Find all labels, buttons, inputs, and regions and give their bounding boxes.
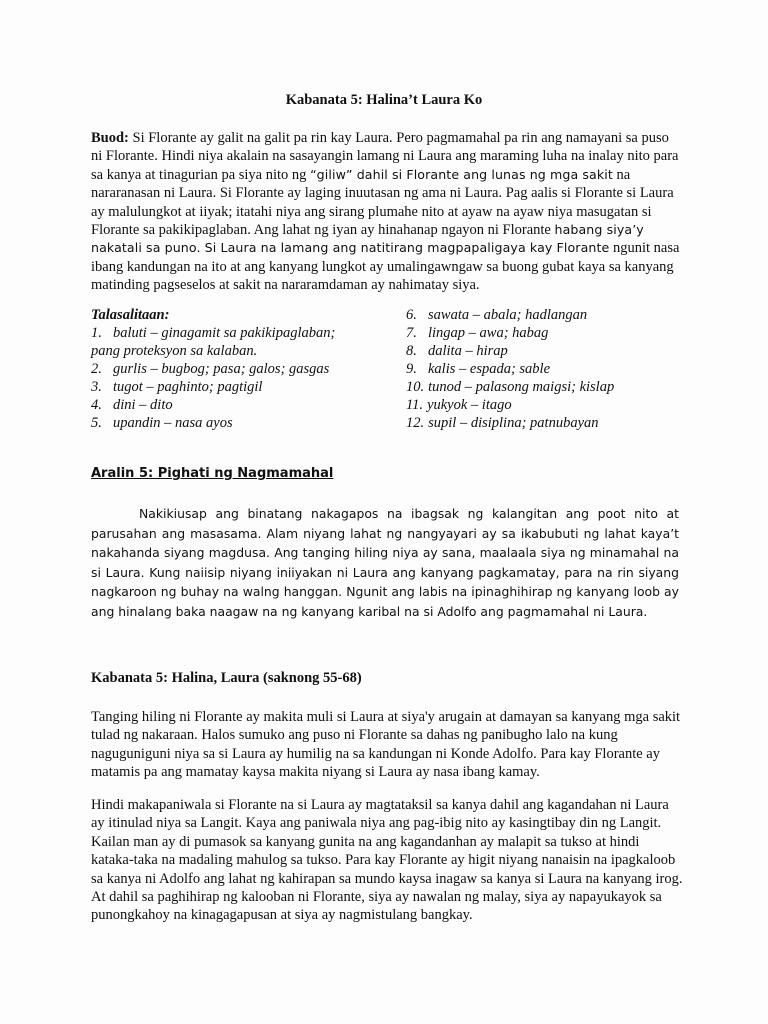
vocab-text: dalita – hirap [428,343,508,359]
talasalitaan-heading: Talasalitaan: [91,307,170,323]
buod-text-1: Si Florante ay galit na galit pa rin kay Laura. Pero pagmamahal pa rin ang namayani sa puso ni Florante. Hindi niya akalain na sasayangin lamang ni Laura ang maraming luha na inalay nito para sa kanya at tinagurian pa siya nito ng [91,130,679,183]
saknong-paragraph-2: Hindi makapaniwala si Florante na si Laura ay magtataksil sa kanya dahil ang kagandahan ni Laura ay itinulad niya sa Langit. Kaya ang paniwala niya ang pag-ibig nito ay kasingtibay din ng Langit. Kailan man ay di pumasok sa kanyang gunita na ang kagandanhan ay malapit sa tukso at hindi kataka-taka na madaling mahulog sa tukso. Para kay Florante ay higit niyang nanaisin na ipagkaloob sa kanya ni Adolfo ang lahat ng kahirapan sa mundo kaysa inagaw sa kanya si Laura na kanyang irog. At dahil sa paghihirap ng kalooban ni Florante, siya ay nawalan ng malay, siya ay napayukayok sa punongkahoy na kinagagapusan at siya ay nagmistulang bangkay. [91,797,683,924]
saknong-paragraph-1: Tanging hiling ni Florante ay makita muli si Laura at siya'y arugain at damayan sa kanyang mga sakit tulad ng nakaraan. Halos sumuko ang puso ni Florante sa dahas ng panibugho lalo na kung naguguniguni niya sa si Laura ay humilig na sa kandungan ni Konde Adolfo. Para kay Florante ay matamis pa ang mamatay kaysa makita niyang si Laura ay nasa ibang kamay. [91,709,681,781]
vocab-item [91,324,391,360]
vocab-text: lingap – awa; habag [428,325,549,341]
vocab-number: 3. [91,379,102,395]
vocab-column-left [91,306,391,432]
vocab-text: kalis – espada; sable [428,361,551,377]
vocab-item [406,396,691,414]
vocab-text: sawata – abala; hadlangan [428,307,588,323]
vocab-number: 8. [406,343,417,359]
buod-text-3: na nararanasan ni Laura. Si Florante ay laging inuutasan ng ama ni Laura. Pag aalis si Florante si Laura ay malulungkot at iiyak; itatahi niya ang sirang plumahe nito at ayaw na ayaw niya masugatan si Florante sa pakikipaglaban. Ang lahat ng iyan ay hinahanap ngayon ni Florante [91,166,674,239]
vocab-number: 1. [91,325,102,341]
vocab-item [406,342,691,360]
vocab-number: 12. [406,415,425,431]
vocab-item [91,396,391,414]
vocab-text: supil – disiplina; patnubayan [428,415,599,431]
vocab-item [406,414,691,432]
vocab-item [406,360,691,378]
vocab-item [406,324,691,342]
vocab-column-right [406,306,691,432]
vocab-text: upandin – nasa ayos [113,415,233,431]
vocab-number: 7. [406,325,417,341]
vocab-text: gurlis – bugbog; pasa; galos; gasgas [113,361,330,377]
vocab-text: dini – dito [113,397,173,413]
vocab-number: 2. [91,361,102,377]
vocab-text: tunod – palasong maigsi; kislap [428,379,615,395]
vocab-item [406,378,691,396]
vocab-item [91,360,391,378]
vocab-text: yukyok – itago [427,397,512,413]
vocab-number: 9. [406,361,417,377]
vocab-number: 5. [91,415,102,431]
buod-text-4: habang siya’y nakatali sa puno. Si Laura na lamang ang natitirang magpapaligaya kay Florante [91,222,644,256]
vocab-number: 10. [406,379,425,395]
vocab-number: 4. [91,397,102,413]
aralin-paragraph: Nakikiusap ang binatang nakagapos na ibagsak ng kalangitan ang poot nito at parusahan ang masasama. Alam niyang lahat ng nangyayari ay sa ikabubuti ng lahat kaya’t nakahanda siyang magdusa. Ang tanging hiling niya ay sana, maalaala siya ng minamahal na si Laura. Kung naiisip niyang iniiyakan ni Laura ang kanyang pagkamatay, para na rin siyang nagkaroon ng buhay na walng hanggan. Ngunit ang labis na ipinaghihirap ng kanyang loob ay ang hinalang baka naagaw na ng kanyang karibal na si Adolfo ang pagmamahal ni Laura. [91,506,679,619]
vocab-text: tugot – paghinto; pagtigil [113,379,263,395]
document-title: Kabanata 5: Halina’t Laura Ko [285,92,483,108]
buod-text-2: “giliw” dahil si Florante ang lunas ng mga sakit [310,166,613,182]
buod-text-5: ngunit nasa ibang kandungan na ito at ang kanyang lungkot ay umalingawngaw sa buong gubat kaya sa kanyang matinding pagseselos at sakit na nararamdaman ay nahimatay siya. [91,240,680,294]
vocab-item [91,414,391,432]
buod-paragraph [91,129,683,295]
kabanata-saknong-heading: Kabanata 5: Halina, Laura (saknong 55-68) [91,670,362,686]
vocab-number: 6. [406,307,417,323]
vocab-item [406,306,691,324]
vocab-number: 11. [406,397,424,413]
vocab-text: baluti – ginagamit sa pakikipaglaban; [113,325,336,341]
vocab-item [91,378,391,396]
aralin-heading: Aralin 5: Pighati ng Nagmamahal [91,466,334,481]
vocab-text-continued: pang proteksyon sa kalaban. [91,343,258,359]
buod-label: Buod: [91,130,129,146]
